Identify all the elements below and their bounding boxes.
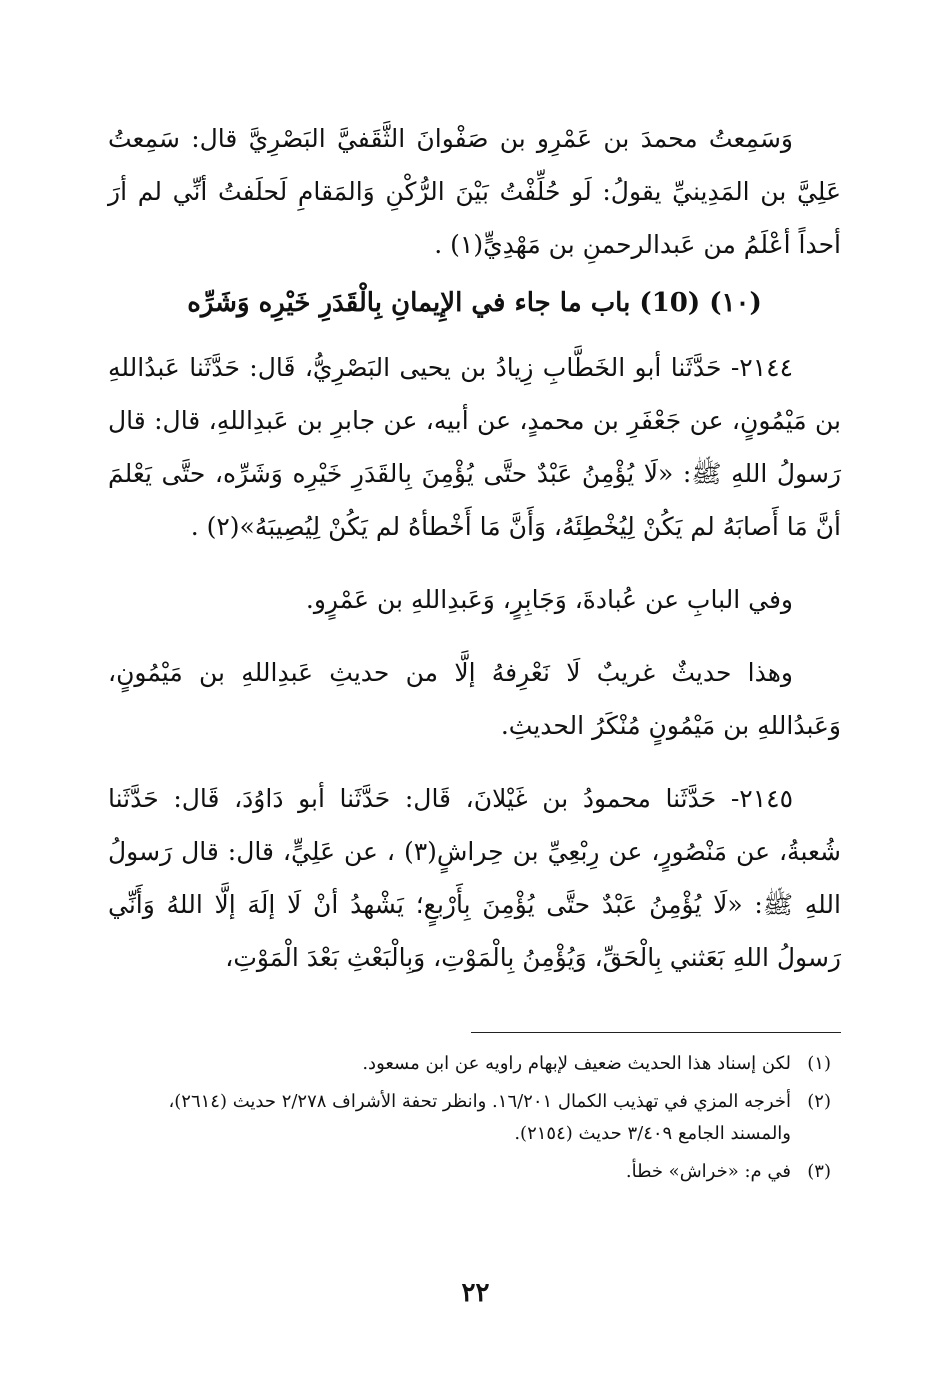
footnote-number: (١) (807, 1053, 831, 1074)
footnote-number: (٣) (807, 1161, 831, 1182)
footnote-number: (٢) (807, 1091, 831, 1112)
footnote-text: أخرجه المزي في تهذيب الكمال ١٦/٢٠١. وانظر تحفة الأشراف ٢/٢٧٨ حديث (٢٦١٤)، والمسند الجامع ٣/٤٠٩ حديث (٢١٥٤). (168, 1091, 791, 1144)
hadith-2144: ٢١٤٤- حَدَّثَنا أبو الخَطَّابِ زِيادُ بن يحيى البَصْرِيُّ، قَال: حَدَّثَنا عَبدُاللهِ بن مَيْمُونٍ، عن جَعْفَرِ بن محمدٍ، عن أبيه، عن جابرِ بن عَبدِاللهِ، قال: قال رَسولُ اللهِ ﷺ: «لَا يُؤْمِنُ عَبْدٌ حتَّى يُؤْمِنَ بِالقَدَرِ خَيْرِه وَشَرِّه، حتَّى يَعْلمَ أنَّ مَا أَصابَهُ لم يَكُنْ لِيُخْطِئَهُ، وَأَنَّ مَا أَخْطأهُ لم يَكُنْ لِيُصِيبَهُ»(٢) . (108, 353, 841, 541)
footnote-text: في م: «خراش» خطأ. (625, 1161, 791, 1182)
footnote-separator (471, 1032, 841, 1033)
hadith-2145: ٢١٤٥- حَدَّثَنا محمودُ بن غَيْلانَ، قَال: حَدَّثَنا أبو دَاوُدَ، قَال: حَدَّثَنا شُعبةُ، عن مَنْصُورٍ، عن رِبْعِيِّ بن حِراشٍ(٣) ، عن عَلِيٍّ، قال: قال رَسولُ اللهِ ﷺ: «لَا يُؤْمِنُ عَبْدٌ حتَّى يُؤْمِنَ بِأَرْبعٍ؛ يَشْهدُ أنْ لَا إلَهَ إلَّا اللهُ وَأَنِّي رَسولُ اللهِ بَعَثني بِالْحَقِّ، وَيُؤْمِنُ بِالْمَوْتِ، وَبِالْبَعْثِ بَعْدَ الْمَوْتِ، (108, 784, 841, 972)
main-text (108, 112, 841, 984)
paragraph-grading: وهذا حديثٌ غريبٌ لَا نَعْرِفهُ إلَّا من حديثِ عَبدِاللهِ بن مَيْمُونٍ، وَعَبدُاللهِ بن مَيْمُونٍ مُنْكَرُ الحديثِ. (108, 658, 841, 740)
footnote-2 (108, 1086, 831, 1150)
footnote-1 (108, 1048, 831, 1080)
footnote-3 (108, 1156, 831, 1188)
footnote-text: لكن إسناد هذا الحديث ضعيف لإبهام راويه عن ابن مسعود. (362, 1053, 791, 1074)
paragraph-chapter-refs: وفي البابِ عن عُبادةَ، وَجَابِرٍ، وَعَبدِاللهِ بن عَمْرٍو. (305, 585, 793, 614)
paragraph-1: وَسَمِعتُ محمدَ بن عَمْرِو بن صَفْوانَ الثَّقَفيَّ البَصْرِيَّ قال: سَمِعتُ عَلِيَّ بن المَدِينيِّ يقولُ: لَو حُلِّفْتُ بَيْنَ الرُّكْنِ وَالمَقامِ لَحلَفتُ أنِّي لم أرَ أحداً أعْلَمُ من عَبدالرحمنِ بن مَهْدِيٍّ(١) . (108, 124, 841, 259)
page-number: ٢٢ (461, 1278, 490, 1308)
chapter-heading: (١٠) (10) باب ما جاء في الإِيمانِ بِالْقَدَرِ خَيْرِه وَشَرِّه (187, 288, 762, 318)
footnotes (108, 1048, 831, 1194)
